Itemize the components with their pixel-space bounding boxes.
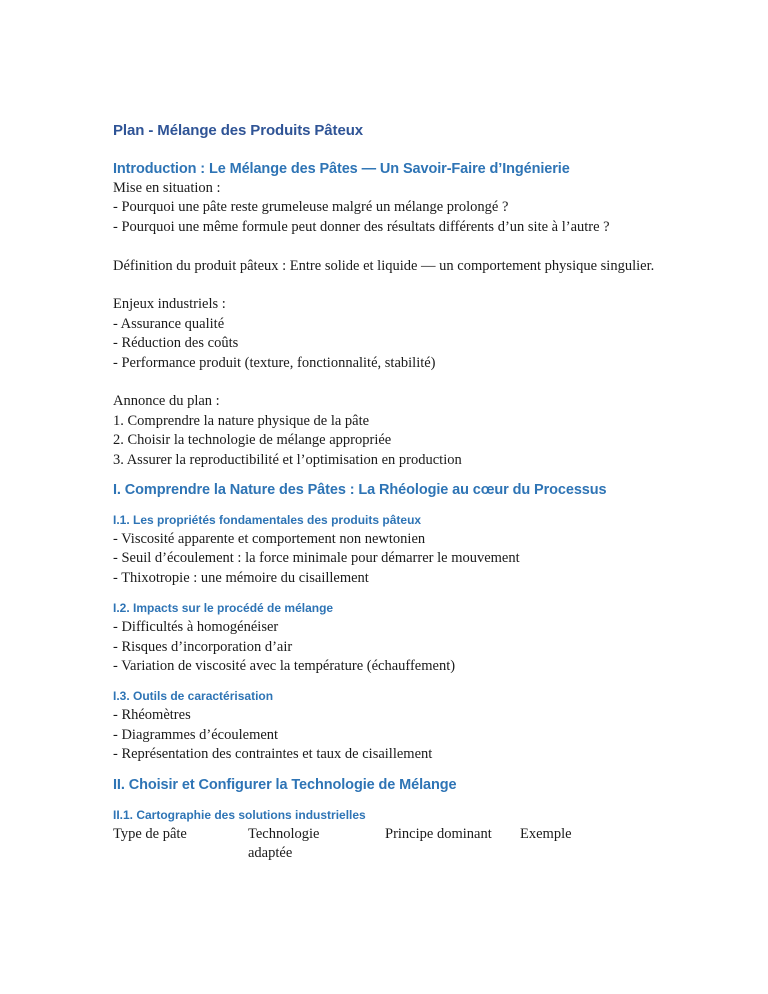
paragraph-line: - Risques d’incorporation d’air: [113, 638, 293, 655]
table-header-cell: Technologie adaptée: [248, 825, 320, 862]
table-header-row: [113, 825, 655, 864]
paragraph-line: - Thixotropie : une mémoire du cisaillement: [113, 569, 369, 586]
paragraph-line: - Viscosité apparente et comportement non newtonien: [113, 531, 426, 548]
paragraph-line: - Seuil d’écoulement : la force minimale pour démarrer le mouvement: [113, 550, 520, 567]
paragraph-line: 2. Choisir la technologie de mélange appropriée: [113, 432, 392, 449]
paragraph-line: - Diagrammes d’écoulement: [113, 726, 279, 743]
subsection-heading: I.2. Impacts sur le procédé de mélange: [113, 601, 334, 616]
paragraph-spacer: [113, 373, 655, 392]
section-heading: I. Comprendre la Nature des Pâtes : La Rhéologie au cœur du Processus: [113, 482, 607, 499]
paragraph-line: - Performance produit (texture, fonctionnalité, stabilité): [113, 354, 436, 371]
paragraph-line: - Représentation des contraintes et taux de cisaillement: [113, 746, 433, 763]
paragraph-line: Annonce du plan :: [113, 393, 220, 410]
section-heading: Introduction : Le Mélange des Pâtes — Un Savoir-Faire d’Ingénierie: [113, 161, 570, 177]
document-title: Plan - Mélange des Produits Pâteux: [113, 122, 363, 139]
subsection-heading: I.1. Les propriétés fondamentales des produits pâteux: [113, 513, 422, 528]
paragraph-line: Mise en situation :: [113, 180, 221, 196]
paragraph-spacer: [113, 276, 655, 295]
paragraph-line: - Difficultés à homogénéiser: [113, 619, 279, 636]
table-header-cell: Exemple: [520, 825, 572, 842]
subsection-heading: I.3. Outils de caractérisation: [113, 689, 274, 704]
paragraph-line: 1. Comprendre la nature physique de la pâte: [113, 412, 370, 429]
paragraph-line: - Variation de viscosité avec la température (échauffement): [113, 658, 456, 675]
table-header-cell: Principe dominant: [385, 825, 492, 842]
paragraph-line: - Pourquoi une même formule peut donner des résultats différents d’un site à l’autre ?: [113, 218, 610, 235]
paragraph-spacer: [113, 237, 655, 256]
table-header-cell: Type de pâte: [113, 825, 187, 842]
document-body: [113, 121, 655, 864]
paragraph: Définition du produit pâteux : Entre solide et liquide — un comportement physique singulier.: [113, 257, 655, 274]
paragraph-line: - Réduction des coûts: [113, 335, 239, 352]
section-heading: II. Choisir et Configurer la Technologie de Mélange: [113, 776, 457, 793]
paragraph-line: 3. Assurer la reproductibilité et l’optimisation en production: [113, 451, 462, 468]
paragraph-line: - Pourquoi une pâte reste grumeleuse malgré un mélange prolongé ?: [113, 199, 509, 216]
paragraph-line: - Rhéomètres: [113, 707, 191, 724]
paragraph-line: - Assurance qualité: [113, 315, 225, 332]
subsection-heading: II.1. Cartographie des solutions industrielles: [113, 807, 366, 822]
paragraph-line: Enjeux industriels :: [113, 296, 226, 313]
